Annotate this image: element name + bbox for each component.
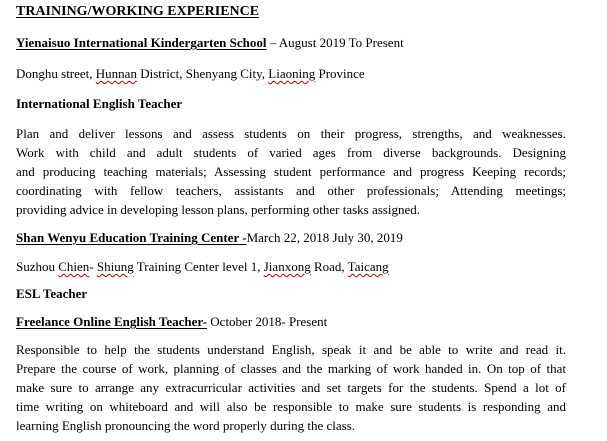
employer-name: Freelance Online English Teacher- xyxy=(16,314,208,329)
employer-name: Shan Wenyu Education Training Center - xyxy=(16,230,247,245)
address-text: Province xyxy=(315,66,365,81)
job-header-2 xyxy=(16,230,403,246)
address-text-flagged: Shiung xyxy=(96,259,134,274)
description-line: Plan and deliver lessons and assess students on their progress, strengths, and weaknesses. xyxy=(16,126,566,141)
employment-dates: March 22, 2018 July 30, 2019 xyxy=(246,230,403,245)
job-description-3 xyxy=(16,340,566,435)
job-header-3 xyxy=(16,314,327,330)
address-text-flagged: Hunnan xyxy=(95,66,137,81)
address-text: Road, xyxy=(310,259,348,274)
job-header-1 xyxy=(16,35,404,51)
description-line: make sure to arrange any extracurricular activities and set targets for the students. Spend a lot of xyxy=(16,380,566,395)
address-text: Training Center level 1, xyxy=(133,259,264,274)
address-text: Suzhou xyxy=(16,259,59,274)
description-line: Work with child and adult students of varied ages from diverse backgrounds. Designing xyxy=(16,145,566,160)
job-role-1: International English Teacher xyxy=(16,96,183,111)
employment-dates: October 2018- Present xyxy=(207,314,328,329)
address-text-flagged: Liaoning xyxy=(268,66,316,81)
job-role-2: ESL Teacher xyxy=(16,286,88,301)
description-line: providing advice in developing lesson plans, performing other tasks assigned. xyxy=(16,202,421,217)
employment-dates: – August 2019 To Present xyxy=(266,35,404,50)
employer-name: Yienaisuo International Kindergarten School xyxy=(16,35,267,50)
description-line: and producing teaching materials; Assessing student performance and progress Keeping records; xyxy=(16,164,566,179)
address-text: - xyxy=(89,259,97,274)
address-text-flagged: Chien xyxy=(58,259,90,274)
description-line: Prepare the course of work, planning of classes and the marking of work handed in. On top of that xyxy=(16,361,566,376)
job-description-1 xyxy=(16,124,566,219)
job-address-1 xyxy=(16,66,365,82)
description-line: time writing on whiteboard and will also be responsible to make sure students is responding and xyxy=(16,399,566,414)
description-line: learning English pronouncing the word properly during the class. xyxy=(16,418,356,433)
description-line: coordinating with fellow teachers, assistants and other professionals; Attending meetings; xyxy=(16,183,566,198)
address-text: District, Shenyang City, xyxy=(136,66,269,81)
description-line: Responsible to help the students understand English, speak it and be able to write and read it. xyxy=(16,342,566,357)
job-address-2 xyxy=(16,259,389,275)
address-text: Donghu street, xyxy=(16,66,96,81)
address-text-flagged: Jianxong xyxy=(263,259,311,274)
address-text-flagged: Taicang xyxy=(347,259,389,274)
section-title: TRAINING/WORKING EXPERIENCE xyxy=(16,4,260,19)
